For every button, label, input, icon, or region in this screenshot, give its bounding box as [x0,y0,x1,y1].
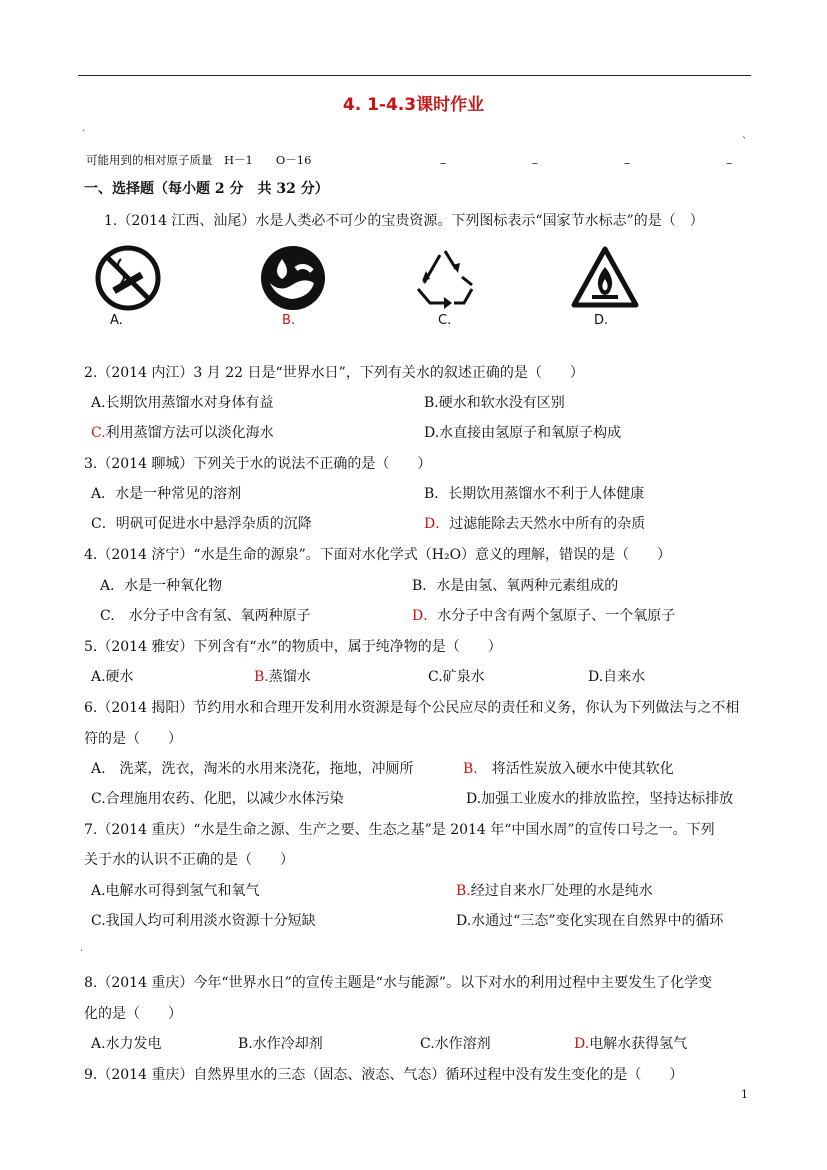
no-smoking-icon [93,243,163,313]
q4-option-b: B．水是由氢、氧两种元素组成的 [412,578,619,594]
option-a-label: A. [110,313,123,328]
q5-option-b: B.蒸馏水 [254,669,311,685]
q8-option-a: A.水力发电 [91,1036,162,1052]
q6-option-b: B. 将活性炭放入硬水中使其软化 [463,761,674,777]
question-6-stem-cont: 符的是（ ） [84,731,182,747]
q7-option-c: C.我国人均可利用淡水资源十分短缺 [91,913,316,929]
page-title: 4. 1-4.3课时作业 [342,95,485,115]
question-8-stem: 8.（2014 重庆）今年“世界水日”的宣传主题是“水与能源”。以下对水的利用过程中主要发生了化学变 [84,975,713,991]
flammable-warning-icon [570,243,640,313]
q4-option-a: A．水是一种氧化物 [100,578,223,594]
option-d-label: D. [594,313,609,328]
question-9-stem: 9.（2014 重庆）自然界里水的三态（固态、液态、气态）循环过程中没有发生变化的是（ ） [84,1067,684,1083]
dash-mark: – [726,156,732,170]
q2-option-b: B.硬水和软水没有区别 [424,395,565,411]
stray-mark: · [82,126,86,137]
q3-option-c: C．明矾可促进水中悬浮杂质的沉降 [91,516,312,532]
recycle-icon [410,243,480,313]
atomic-mass-line: 可能用到的相对原子质量 H－1 O－16 [86,153,312,167]
q5-option-a: A.硬水 [91,669,134,685]
water-saving-icon [258,243,328,313]
question-3-stem: 3.（2014 聊城）下列关于水的说法不正确的是（ ） [84,456,432,472]
q4-option-c: C. 水分子中含有氢、氧两种原子 [100,608,311,624]
question-6-stem: 6.（2014 揭阳）节约用水和合理开发利用水资源是每个公民应尽的责任和义务，你认为下列做法与之不相 [84,700,740,716]
q2-option-a: A.长期饮用蒸馏水对身体有益 [91,395,274,411]
q6-option-a: A. 洗菜，洗衣，淘米的水用来浇花，拖地，冲厕所 [91,761,414,777]
dash-mark: – [532,156,538,170]
q5-option-c: C.矿泉水 [428,669,485,685]
q7-option-a: A.电解水可得到氢气和氧气 [91,883,260,899]
question-2-stem: 2.（2014 内江）3 月 22 日是“世界水日”，下列有关水的叙述正确的是（ ） [84,365,584,381]
section-heading: 一、选择题（每小题 2 分 共 32 分） [84,181,329,197]
stray-mark: 、 [742,130,752,141]
q5-option-d: D.自来水 [588,669,646,685]
q6-option-c: C.合理施用农药、化肥，以减少水体污染 [91,791,344,807]
q2-option-c: C.利用蒸馏方法可以淡化海水 [91,425,274,441]
q8-option-d: D.电解水获得氢气 [574,1036,688,1052]
q3-option-b: B．长期饮用蒸馏水不利于人体健康 [424,486,645,502]
question-4-stem: 4.（2014 济宁）“水是生命的源泉”。下面对水化学式（H₂O）意义的理解，错误的是（ ） [84,547,672,563]
q3-option-d: D．过滤能除去天然水中所有的杂质 [424,516,646,532]
dash-mark: – [440,156,446,170]
q3-option-a: A．水是一种常见的溶剂 [91,486,242,502]
q2-option-d: D.水直接由氢原子和氧原子构成 [424,425,622,441]
q7-option-b: B.经过自来水厂处理的水是纯水 [456,883,653,899]
question-7-stem: 7.（2014 重庆）“水是生命之源、生产之要、生态之基”是 2014 年“中国水周”的宣传口号之一。下列 [84,822,715,838]
question-7-stem-cont: 关于水的认识不正确的是（ ） [84,852,294,868]
header-rule [78,75,751,76]
option-c-label: C. [438,313,452,328]
stray-mark: · [80,946,84,957]
question-1-stem: 1.（2014 江西、汕尾）水是人类必不可少的宝贵资源。下列图标表示“国家节水标志”的是（ ） [104,213,704,229]
q7-option-d: D.水通过“三态”变化实现在自然界中的循环 [456,913,724,929]
question-5-stem: 5.（2014 雅安）下列含有“水”的物质中，属于纯净物的是（ ） [84,639,502,655]
page-number: 1 [741,1088,748,1101]
option-b-label: B. [282,313,296,328]
question-8-stem-cont: 化的是（ ） [84,1006,182,1022]
dash-mark: – [624,156,630,170]
q8-option-b: B.水作冷却剂 [238,1036,323,1052]
q4-option-d: D．水分子中含有两个氢原子、一个氧原子 [412,608,676,624]
q6-option-d: D.加强工业废水的排放监控，坚持达标排放 [466,791,734,807]
q8-option-c: C.水作溶剂 [420,1036,491,1052]
